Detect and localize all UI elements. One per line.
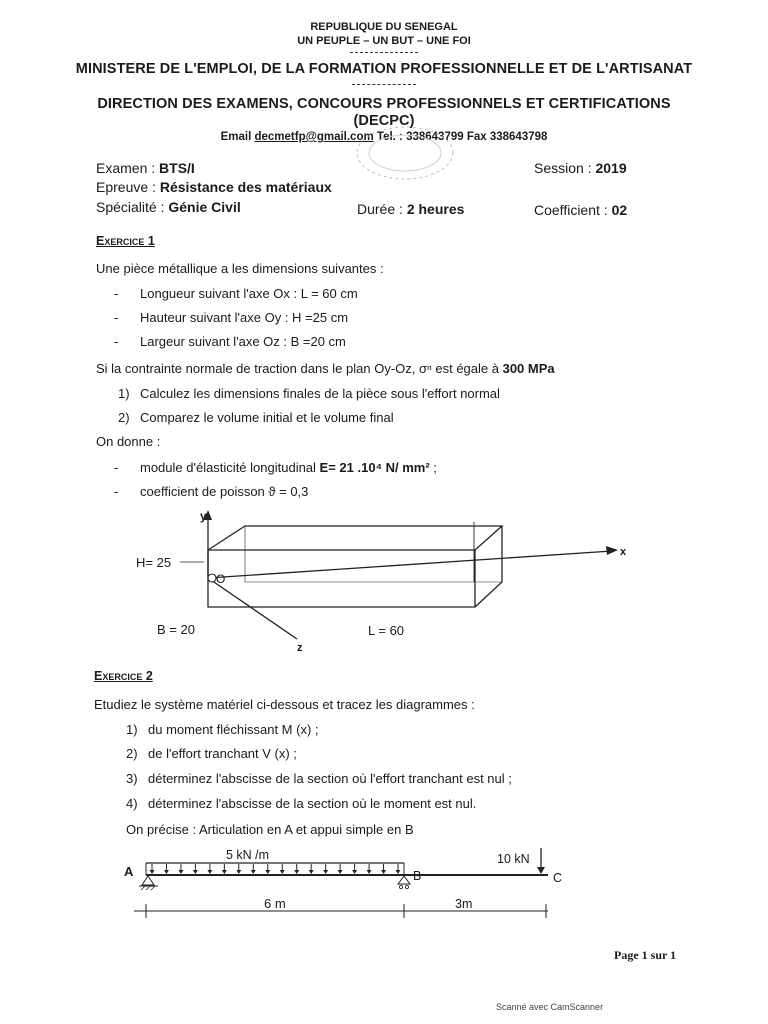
dimension-width: - Largeur suivant l'axe Oz : B =20 cm bbox=[140, 334, 346, 349]
given-modulus bbox=[140, 460, 437, 475]
load-arrow-head bbox=[251, 870, 256, 874]
ex1-question-2 bbox=[118, 410, 394, 425]
dimension-length: - Longueur suivant l'axe Ox : L = 60 cm bbox=[140, 286, 358, 301]
height-label: H= 25 bbox=[136, 555, 172, 570]
duration-label: Durée : bbox=[357, 201, 407, 217]
distributed-load-arrows bbox=[150, 864, 401, 874]
stress-value: 300 MPa bbox=[502, 361, 555, 376]
question-text: Calculez les dimensions finales de la pièce sous l'effort normal bbox=[140, 386, 500, 401]
block-top-face bbox=[208, 526, 502, 550]
origin-marker bbox=[208, 574, 216, 582]
modulus-end: ; bbox=[429, 460, 437, 475]
page-number: Page 1 sur 1 bbox=[614, 948, 677, 962]
coefficient-value: 02 bbox=[611, 202, 628, 218]
point-b-label: B bbox=[413, 869, 422, 883]
ex2-question-2 bbox=[126, 746, 297, 761]
span-ab-label: 6 m bbox=[264, 896, 286, 911]
session-field bbox=[534, 160, 627, 176]
contact-phone-fax: Tel. : 338643799 Fax 338643798 bbox=[373, 131, 548, 143]
specialty-field bbox=[96, 199, 241, 215]
x-axis-line bbox=[208, 551, 612, 578]
question-text: du moment fléchissant M (x) ; bbox=[148, 722, 319, 737]
length-label: L = 60 bbox=[368, 623, 405, 638]
load-arrow-head bbox=[309, 870, 314, 874]
subject-label: Epreuve : bbox=[96, 179, 160, 195]
ministry-heading: MINISTERE DE L'EMPLOI, DE LA FORMATION PROFESSIONNELLE ET DE L'ARTISANAT bbox=[75, 61, 693, 77]
scanner-watermark: Scanné avec CamScanner bbox=[496, 1002, 604, 1012]
subject-field bbox=[96, 179, 332, 195]
modulus-text: module d'élasticité longitudinal bbox=[140, 460, 320, 475]
official-stamp bbox=[350, 118, 460, 188]
question-text: déterminez l'abscisse de la section où l'effort tranchant est nul ; bbox=[148, 771, 512, 786]
question-number: 3) bbox=[126, 771, 138, 786]
given-intro: On donne : bbox=[96, 434, 161, 449]
question-number: 2) bbox=[126, 746, 138, 761]
question-number: 2) bbox=[118, 410, 130, 425]
load-arrow-head bbox=[265, 870, 270, 874]
stress-statement bbox=[96, 361, 555, 376]
span-bc-label: 3m bbox=[455, 897, 473, 911]
point-c-label: C bbox=[553, 871, 563, 885]
specialty-value: Génie Civil bbox=[168, 199, 241, 215]
ex1-question-1 bbox=[118, 386, 500, 401]
load-arrow-head bbox=[367, 870, 372, 874]
exercise1-title: Exercice 1 bbox=[96, 234, 155, 248]
question-number: 4) bbox=[126, 796, 138, 811]
z-axis-label: z bbox=[297, 642, 303, 654]
email-link[interactable]: decmetfp@gmail.com bbox=[254, 131, 374, 143]
load-arrow-head bbox=[236, 870, 241, 874]
specialty-label: Spécialité : bbox=[96, 199, 169, 215]
x-axis-label: x bbox=[620, 546, 627, 558]
stress-text: Si la contrainte normale de traction dans le plan Oy-Oz, σⁿ est égale à bbox=[96, 361, 503, 376]
modulus-value: E= 21 .10⁴ N/ mm² bbox=[319, 460, 430, 475]
exercise2-intro: Etudiez le système matériel ci-dessous et tracez les diagrammes : bbox=[94, 697, 475, 712]
load-arrow-head bbox=[193, 870, 198, 874]
load-arrow-head bbox=[207, 870, 212, 874]
duration-value: 2 heures bbox=[406, 201, 465, 217]
point-force-arrowhead bbox=[537, 867, 545, 874]
question-number: 1) bbox=[118, 386, 130, 401]
direction-heading: DIRECTION DES EXAMENS, CONCOURS PROFESSIONNELS ET CERTIFICATIONS bbox=[97, 96, 671, 112]
given-poisson: - coefficient de poisson ϑ = 0,3 bbox=[140, 484, 308, 499]
ex2-question-3 bbox=[126, 771, 512, 786]
width-label: B = 20 bbox=[157, 622, 195, 637]
coefficient-label: Coefficient : bbox=[534, 202, 612, 218]
block-front-face bbox=[208, 550, 475, 607]
y-axis-label: y bbox=[200, 509, 207, 523]
load-arrow-head bbox=[396, 870, 401, 874]
question-text: de l'effort tranchant V (x) ; bbox=[148, 746, 297, 761]
motto-divider bbox=[350, 52, 418, 53]
question-text: déterminez l'abscisse de la section où le moment est nul. bbox=[148, 796, 477, 811]
subject-value: Résistance des matériaux bbox=[159, 179, 332, 195]
point-force-label: 10 kN bbox=[497, 852, 530, 866]
question-number: 1) bbox=[126, 722, 138, 737]
point-a-label: A bbox=[124, 864, 134, 879]
duration-field bbox=[357, 201, 464, 217]
exam-label: Examen : bbox=[96, 160, 160, 176]
support-precision: On précise : Articulation en A et appui simple en B bbox=[126, 822, 414, 837]
session-label: Session : bbox=[534, 160, 596, 176]
load-arrow-head bbox=[178, 870, 183, 874]
z-axis-line bbox=[208, 578, 297, 639]
exercise1-intro: Une pièce métallique a les dimensions suivantes : bbox=[96, 261, 384, 276]
x-axis-arrow bbox=[606, 546, 618, 555]
block-figure bbox=[0, 500, 768, 660]
load-arrow-head bbox=[294, 870, 299, 874]
beam-figure bbox=[0, 840, 768, 930]
exam-value: BTS/I bbox=[159, 160, 195, 176]
origin-label: O bbox=[216, 572, 226, 586]
load-arrow-head bbox=[164, 870, 169, 874]
session-value: 2019 bbox=[595, 160, 627, 176]
country-heading: REPUBLIQUE DU SENEGAL bbox=[310, 21, 458, 33]
exercise2-title: Exercice 2 bbox=[94, 669, 153, 683]
exam-field bbox=[96, 160, 195, 176]
load-arrow-head bbox=[338, 870, 343, 874]
national-motto: UN PEUPLE – UN BUT – UNE FOI bbox=[297, 35, 471, 47]
direction-acronym: (DECPC) bbox=[353, 113, 415, 129]
question-text: Comparez le volume initial et le volume final bbox=[140, 410, 394, 425]
load-arrow-head bbox=[323, 870, 328, 874]
load-arrow-head bbox=[381, 870, 386, 874]
pin-support-a bbox=[142, 876, 154, 885]
coefficient-field bbox=[534, 202, 627, 218]
ex2-question-4 bbox=[126, 796, 476, 811]
roller-support-b bbox=[398, 876, 410, 884]
dimension-height: - Hauteur suivant l'axe Oy : H =25 cm bbox=[140, 310, 348, 325]
load-arrow-head bbox=[150, 870, 155, 874]
distributed-load-label: 5 kN /m bbox=[226, 848, 270, 862]
contact-prefix: Email bbox=[220, 131, 255, 143]
ministry-divider bbox=[352, 84, 416, 85]
load-arrow-head bbox=[222, 870, 227, 874]
load-arrow-head bbox=[352, 870, 357, 874]
load-arrow-head bbox=[280, 870, 285, 874]
ex2-question-1 bbox=[126, 722, 319, 737]
